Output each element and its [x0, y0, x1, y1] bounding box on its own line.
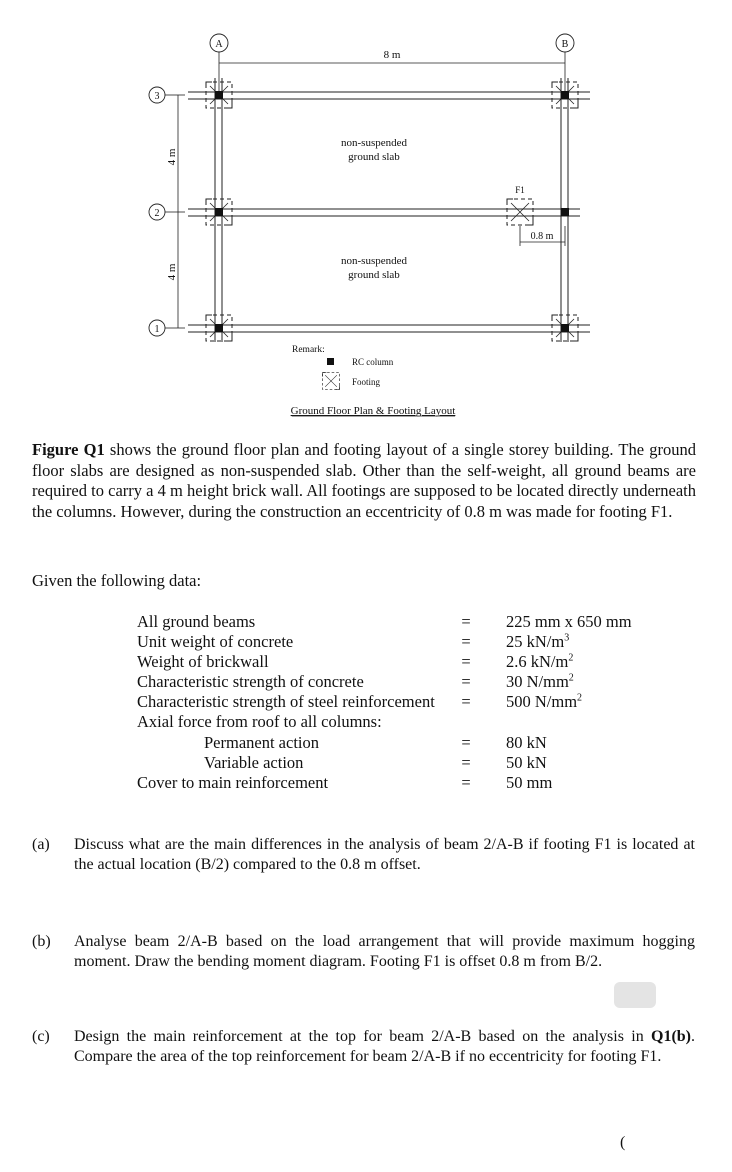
- question-a-text: Discuss what are the main differences in the analysis of beam 2/A-B if footing F1 is located at the actual location (B/2) compared to the 0.8 m offset.: [74, 836, 695, 873]
- intro-paragraph: [32, 440, 696, 522]
- question-a: [32, 835, 696, 879]
- rc-column-b2: [561, 208, 569, 216]
- slab-upper-line2: ground slab: [348, 151, 400, 163]
- data-value-unit-weight: 25 $kN/m^3$: [506, 632, 570, 651]
- data-label-cover: Cover to main reinforcement: [137, 773, 329, 792]
- figure-reference: Figure Q1: [32, 440, 105, 459]
- figure-caption: Ground Floor Plan & Footing Layout: [290, 405, 456, 417]
- intro-text: shows the ground floor plan and footing layout of a single storey building. The ground floor slabs are designed as non-suspended slab. Other than the self-weight, all ground beams are required to carry a 4 m height brick wall. All footings are supposed to be located directly underneath the columns. However, during the construction an eccentricity of 0.8 m was made for footing F1.: [32, 440, 696, 521]
- data-value-permanent-action: 80 kN: [506, 733, 547, 752]
- beam-grid-3: [188, 92, 590, 99]
- question-b-text: Analyse beam 2/A-B based on the load arrangement that will provide maximum hogging moment. Draw the bending moment diagram. Footing F1 is offset 0.8 m from B/2.: [74, 933, 695, 970]
- rc-column-b1: [561, 324, 569, 332]
- beam-grid-1: [188, 325, 590, 332]
- slab-upper-line1: non-suspended: [341, 137, 407, 149]
- data-label-unit-weight: Unit weight of concrete: [137, 632, 294, 651]
- data-label-variable-action: Variable action: [204, 753, 304, 772]
- data-eq: =: [461, 733, 471, 752]
- data-value-steel-strength: 500 $N/mm^2$: [506, 692, 583, 711]
- data-eq: =: [461, 672, 471, 691]
- scan-smudge: [614, 982, 656, 1008]
- rc-column-a1: [215, 324, 223, 332]
- question-reference: Q1(b): [651, 1028, 691, 1045]
- data-value-ground-beams: 225 mm x 650 mm: [506, 612, 632, 631]
- data-label-axial-force: Axial force from roof to all columns:: [137, 712, 382, 731]
- data-eq: =: [461, 652, 471, 671]
- question-c-text: Design the main reinforcement at the top for beam 2/A-B based on the analysis in Q1(b). Compare the area of the top reinforcement for beam 2/A-B if no eccentricity for footing F1.: [74, 1028, 695, 1065]
- grid-label-a: A: [215, 39, 223, 50]
- legend-column-text: RC column: [352, 357, 394, 367]
- footing-f1-label: F1: [515, 185, 525, 195]
- beam-grid-2: [188, 209, 580, 216]
- question-a-letter: (a): [32, 836, 50, 853]
- data-label-steel-strength: Characteristic strength of steel reinforcement: [137, 692, 435, 711]
- data-label-ground-beams: All ground beams: [137, 612, 256, 631]
- data-value-brickwall: 2.6 $kN/m^2$: [506, 652, 574, 671]
- grid-label-2: 2: [154, 208, 160, 219]
- dimension-upper-text: 4 m: [166, 148, 178, 166]
- given-heading: Given the following data:: [32, 571, 202, 590]
- data-eq: =: [461, 612, 471, 631]
- legend-footing-symbol: [323, 373, 340, 390]
- slab-lower-line2: ground slab: [348, 269, 400, 281]
- legend-footing-text: Footing: [352, 377, 381, 387]
- data-eq: =: [461, 692, 471, 711]
- grid-label-b: B: [561, 39, 569, 50]
- offset-dimension-text: 0.8 m: [530, 231, 554, 242]
- data-eq: =: [461, 632, 471, 651]
- data-value-cover: 50 mm: [506, 773, 553, 792]
- data-eq: =: [461, 753, 471, 772]
- question-b-letter: (b): [32, 933, 51, 950]
- grid-label-3: 3: [154, 91, 160, 102]
- question-c: [32, 1027, 696, 1091]
- question-c-letter: (c): [32, 1028, 50, 1045]
- floor-plan-figure: [0, 0, 732, 430]
- rc-column-b3: [561, 91, 569, 99]
- footing-f1: [507, 199, 533, 225]
- remark-label: Remark:: [292, 345, 325, 355]
- grid-label-1: 1: [154, 324, 160, 335]
- rc-column-a2: [215, 208, 223, 216]
- slab-lower-line1: non-suspended: [341, 255, 407, 267]
- rc-column-a3: [215, 91, 223, 99]
- span-dimension-text: 8 m: [383, 49, 401, 61]
- data-value-concrete-strength: 30 $N/mm^2$: [506, 672, 574, 691]
- data-eq: =: [461, 773, 471, 792]
- data-label-concrete-strength: Characteristic strength of concrete: [137, 672, 364, 691]
- question-b: [32, 932, 696, 976]
- legend-column-symbol: [327, 358, 334, 365]
- data-value-variable-action: 50 kN: [506, 753, 547, 772]
- data-label-brickwall: Weight of brickwall: [137, 652, 269, 671]
- trailing-character: (: [620, 1134, 626, 1151]
- data-label-permanent-action: Permanent action: [204, 733, 320, 752]
- dimension-lower-text: 4 m: [166, 263, 178, 281]
